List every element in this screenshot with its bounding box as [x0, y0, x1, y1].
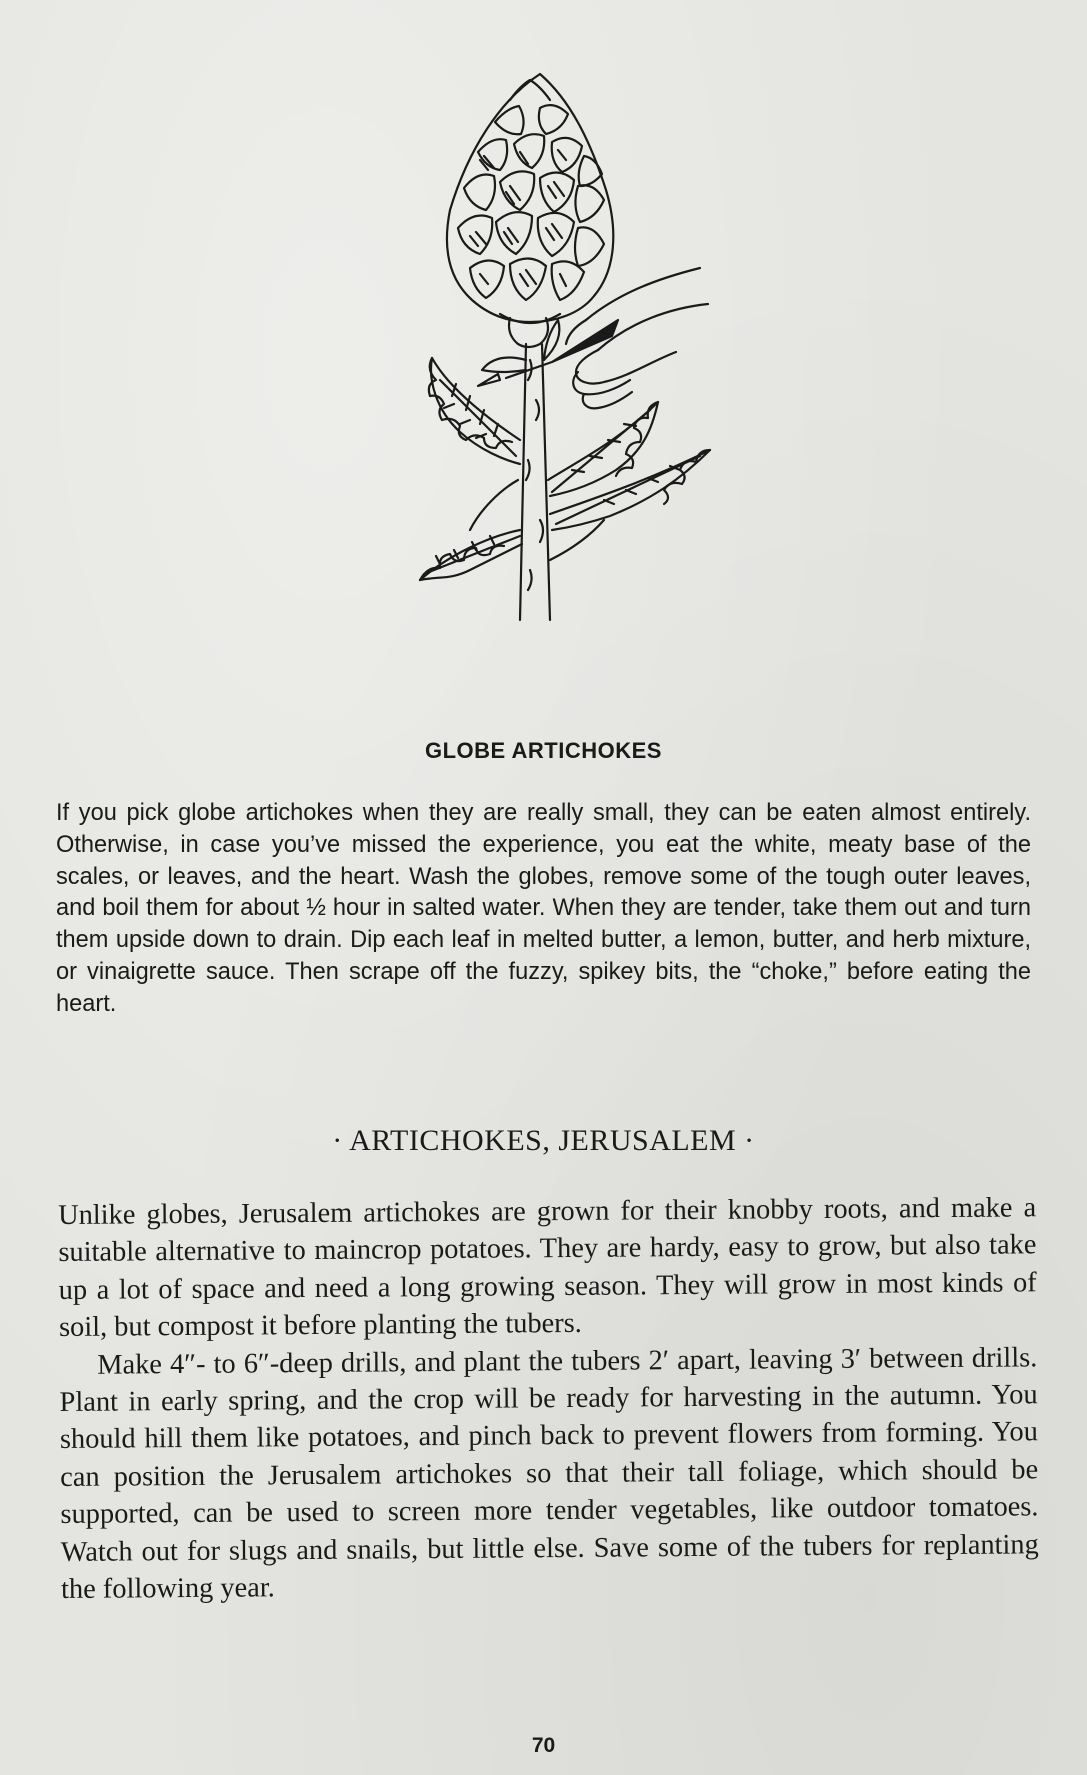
paragraph: Unlike globes, Jerusalem artichokes are grown for their knobby roots, and make a suitable alternative to maincrop potatoes. They are hardy, easy to grow, but also take up a lot of space and need a long growing season. They will grow in most kinds of soil, but compost it before planting the tubers.	[58, 1192, 1037, 1344]
section-body	[58, 1189, 1039, 1608]
page-number: 70	[531, 1734, 556, 1757]
illustration-caption-title: GLOBE ARTICHOKES	[425, 738, 662, 763]
paragraph: Make 4″- to 6″-deep drills, and plant the tubers 2′ apart, leaving 3′ between drills. Plant in early spring, and the crop will be ready for harvesting in the autumn. You should hill them like potatoes, and pinch back to prevent flowers from forming. You can position the Jerusalem artichokes so that their tall foliage, which should be supported, can be used to screen more tender vegetables, like outdoor tomatoes. Watch out for slugs and snails, but little else. Save some of the tubers for replanting the following year.	[59, 1341, 1039, 1606]
section-heading: · ARTICHOKES, JERUSALEM ·	[332, 1124, 755, 1157]
artichoke-plant-with-hand-and-knife-illustration	[380, 60, 760, 650]
illustration-caption-text: If you pick globe artichokes when they are really small, they can be eaten almost entirely. Otherwise, in case you’ve missed the experience, you eat the white, meaty base of the scales, or leaves, and the heart. Wash the globes, remove some of the tough outer leaves, and boil them for about ½ hour in salted water. When they are tender, take them out and turn them upside down to drain. Dip each leaf in melted butter, a lemon, butter, and herb mixture, or vinaigrette sauce. Then scrape off the fuzzy, spikey bits, the “choke,” before eating the heart.	[56, 800, 1031, 1017]
